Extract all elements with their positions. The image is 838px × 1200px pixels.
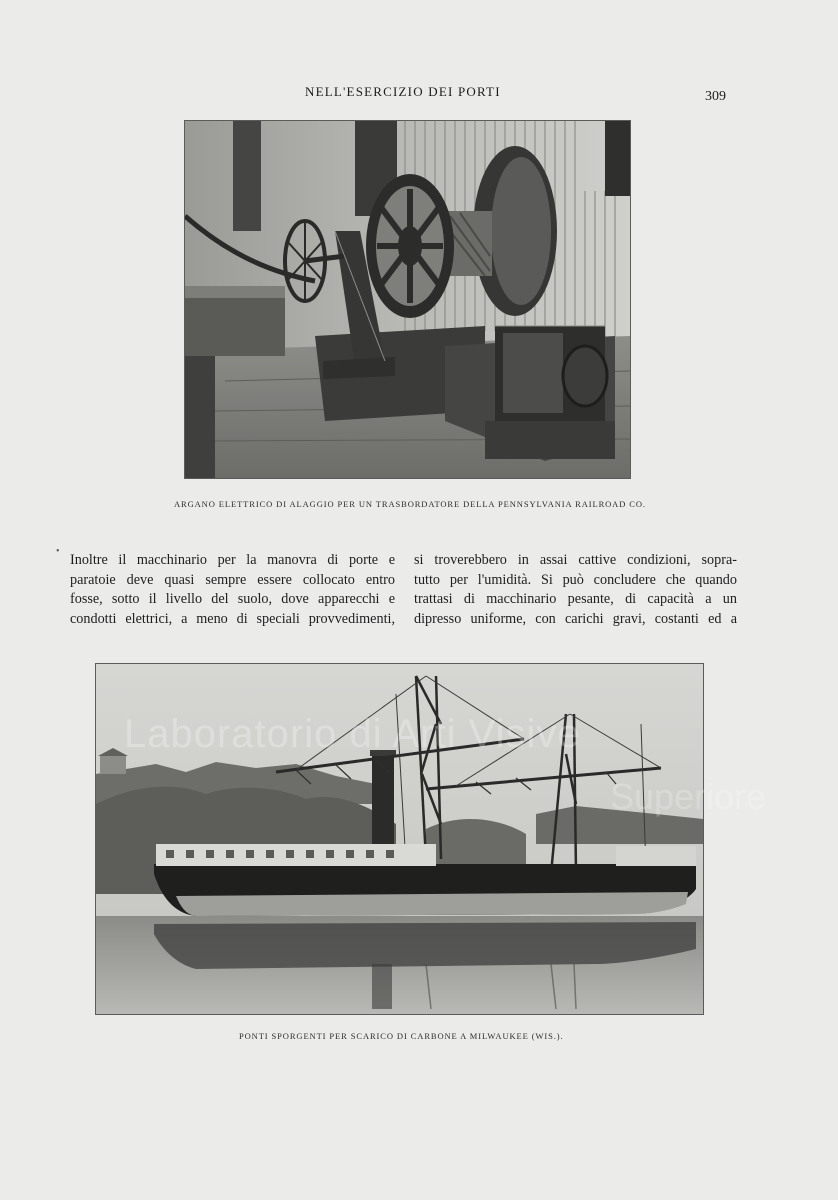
watermark-text: Laboratorio di Arti Visive	[124, 712, 581, 756]
winch-photograph	[185, 121, 630, 478]
page-number: 309	[705, 89, 726, 104]
stray-ink-mark: •	[56, 546, 60, 557]
body-line: fosse, sotto il livello del suolo, dove apparecchi e	[70, 591, 395, 607]
body-line: trattasi di macchinario pesante, di capacità a un	[414, 591, 737, 607]
running-head: NELL'ESERCIZIO DEI PORTI	[305, 84, 501, 99]
watermark-text-secondary: Superiore	[610, 776, 767, 817]
figure-caption-coal-pier: PONTI SPORGENTI PER SCARICO DI CARBONE A MILWAUKEE (WIS.).	[239, 1031, 564, 1041]
body-column-left	[70, 551, 395, 629]
body-line: dipresso uniforme, con carichi gravi, costanti ed a	[414, 610, 737, 627]
body-line: condotti elettrici, a meno di speciali provvedimenti,	[70, 610, 395, 627]
body-column-right	[414, 551, 737, 629]
body-line: si troverebbero in assai cattive condizioni, sopra-	[414, 552, 737, 568]
body-line: paratoie deve quasi sempre essere collocato entro	[70, 571, 395, 588]
coal-pier-illustration	[96, 664, 703, 1014]
coal-pier-photograph	[96, 664, 703, 1014]
winch-illustration	[185, 121, 630, 478]
figure-caption-winch: ARGANO ELETTRICO DI ALAGGIO PER UN TRASBORDATORE DELLA PENNSYLVANIA RAILROAD CO.	[174, 499, 646, 509]
body-line: Inoltre il macchinario per la manovra di porte e	[70, 552, 395, 568]
body-line: tutto per l'umidità. Si può concludere che quando	[414, 571, 737, 588]
